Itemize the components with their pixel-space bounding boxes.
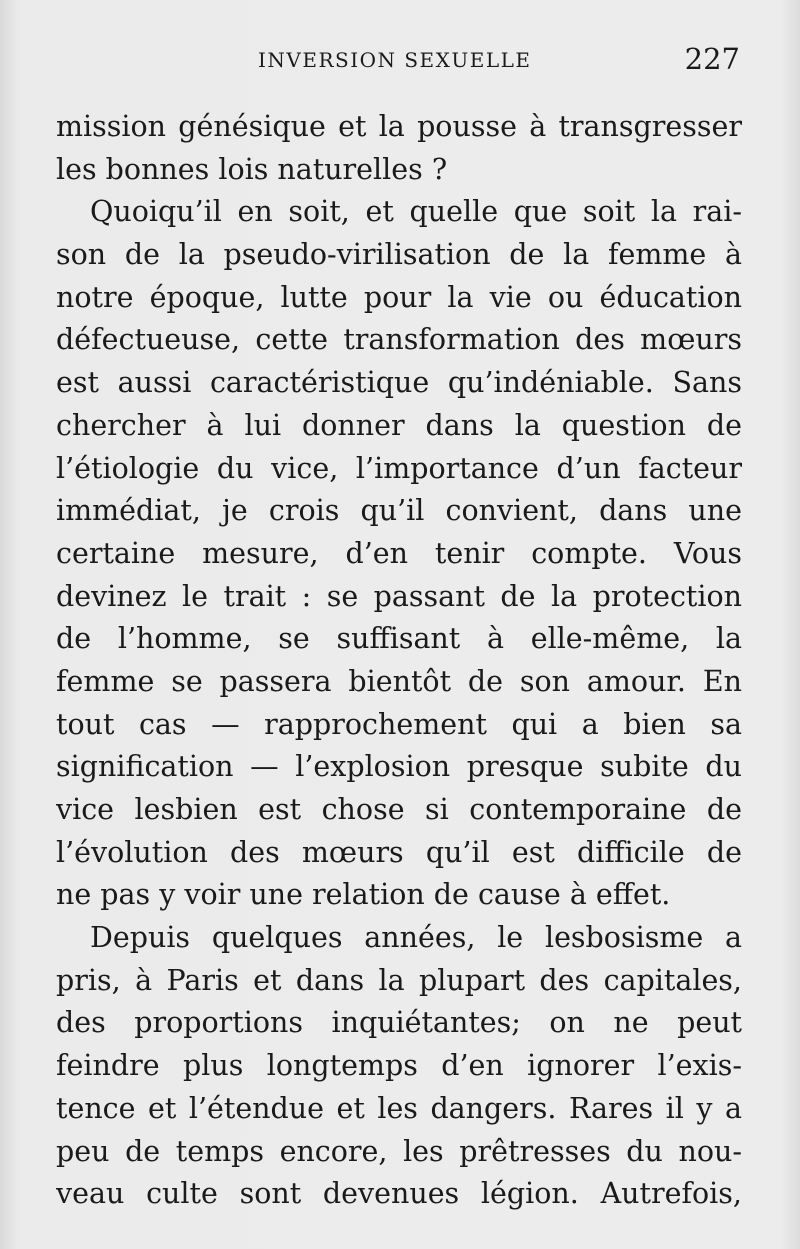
text-line: est aussi caractéristique qu’indéniable. Sans xyxy=(56,366,742,400)
text-line: immédiat, je crois qu’il convient, dans une xyxy=(56,494,742,528)
text-line: défectueuse, cette transformation des mœurs xyxy=(56,323,742,357)
text-line: pris, à Paris et dans la plupart des capitales, xyxy=(56,963,742,997)
text-line: veau culte sont devenues légion. Autrefois, xyxy=(56,1177,742,1211)
text-line: mission génésique et la pousse à transgresser xyxy=(56,110,742,143)
text-line: tence et l’étendue et les dangers. Rares il y a xyxy=(56,1091,742,1125)
text-line: son de la pseudo-virilisation de la femme à xyxy=(56,238,742,272)
text-line: devinez le trait : se passant de la protection xyxy=(56,579,742,613)
body-text xyxy=(56,106,742,1216)
text-line: vice lesbien est chose si contemporaine de xyxy=(56,793,742,826)
text-line: chercher à lui donner dans la question de xyxy=(56,408,742,442)
text-line: des proportions inquiétantes; on ne peut xyxy=(56,1006,742,1040)
text-line: les bonnes lois naturelles ? xyxy=(56,152,448,186)
running-header xyxy=(0,42,800,82)
text-line: peu de temps encore, les prêtresses du nou- xyxy=(56,1134,742,1168)
text-line: signification — l’explosion presque subite du xyxy=(56,750,742,784)
text-line: notre époque, lutte pour la vie ou éducation xyxy=(56,280,742,314)
text-line: Depuis quelques années, le lesbosisme a xyxy=(90,921,742,955)
text-line: feindre plus longtemps d’en ignorer l’exis- xyxy=(56,1049,742,1083)
page-number: 227 xyxy=(684,42,740,76)
text-line: femme se passera bientôt de son amour. En xyxy=(56,664,742,698)
text-line: de l’homme, se suffisant à elle-même, la xyxy=(56,622,742,656)
text-line: certaine mesure, d’en tenir compte. Vous xyxy=(56,536,742,570)
text-line: tout cas — rapprochement qui a bien sa xyxy=(56,707,742,741)
running-title: INVERSION SEXUELLE xyxy=(258,48,532,72)
text-line: l’étiologie du vice, l’importance d’un facteur xyxy=(56,451,742,485)
text-line: l’évolution des mœurs qu’il est difficile de xyxy=(56,835,742,869)
text-line: Quoiqu’il en soit, et quelle que soit la rai- xyxy=(90,195,742,229)
text-line: ne pas y voir une relation de cause à effet. xyxy=(56,878,671,912)
